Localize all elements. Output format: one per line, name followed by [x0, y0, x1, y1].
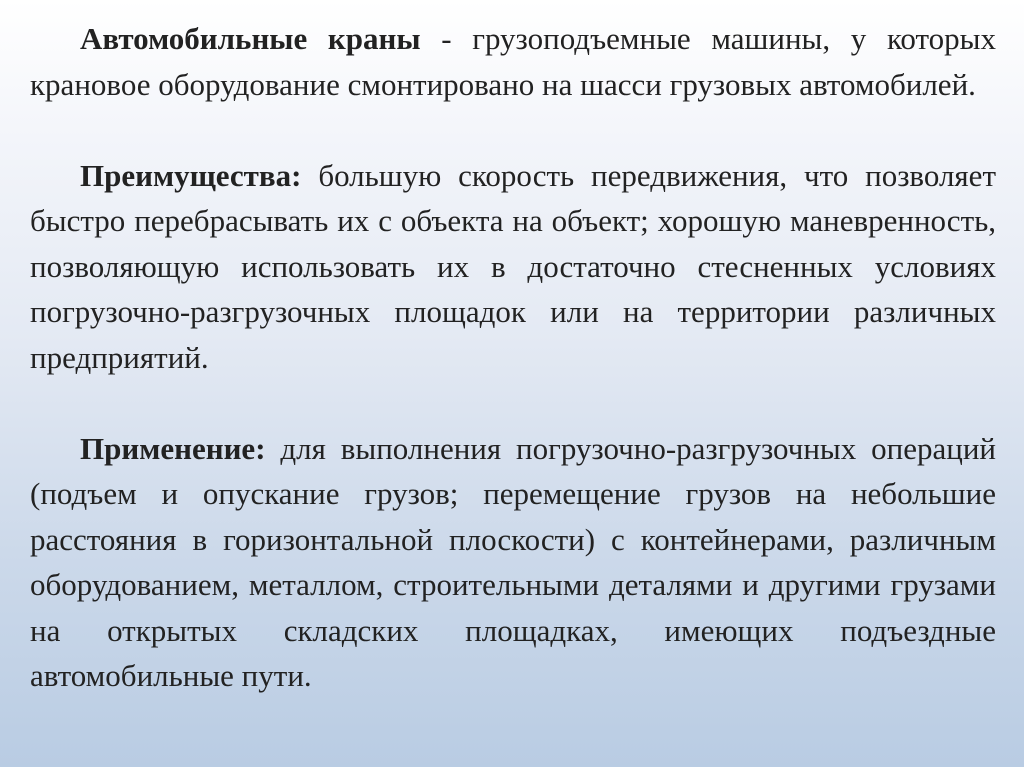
application-paragraph	[30, 426, 996, 699]
advantages-text: большую скорость передвижения, что позволяет быстро перебрасывать их с объекта на объект; хорошую маневренность, позволяющую использовать их в достаточно стесненных условиях погрузочно-разгрузочных площадок или на территории различных предприятий.	[30, 157, 996, 375]
application-term: Применение:	[80, 430, 266, 466]
advantages-paragraph	[30, 153, 996, 381]
advantages-term: Преимущества:	[80, 157, 302, 193]
definition-paragraph	[30, 16, 996, 107]
slide-content	[30, 16, 996, 699]
definition-term: Автомобильные краны	[80, 21, 421, 56]
application-text: для выполнения погрузочно-разгрузочных операций (подъем и опускание грузов; перемещение грузов на небольшие расстояния в горизонтальной плоскости) с контейнерами, различным оборудованием, металлом, строительными деталями и другими грузами на открытых складских площадках, имеющих подъездные автомобильные пути.	[30, 430, 996, 693]
definition-text: - грузоподъемные машины, у которых крановое оборудование смонтировано на шасси грузовых автомобилей.	[30, 21, 996, 102]
